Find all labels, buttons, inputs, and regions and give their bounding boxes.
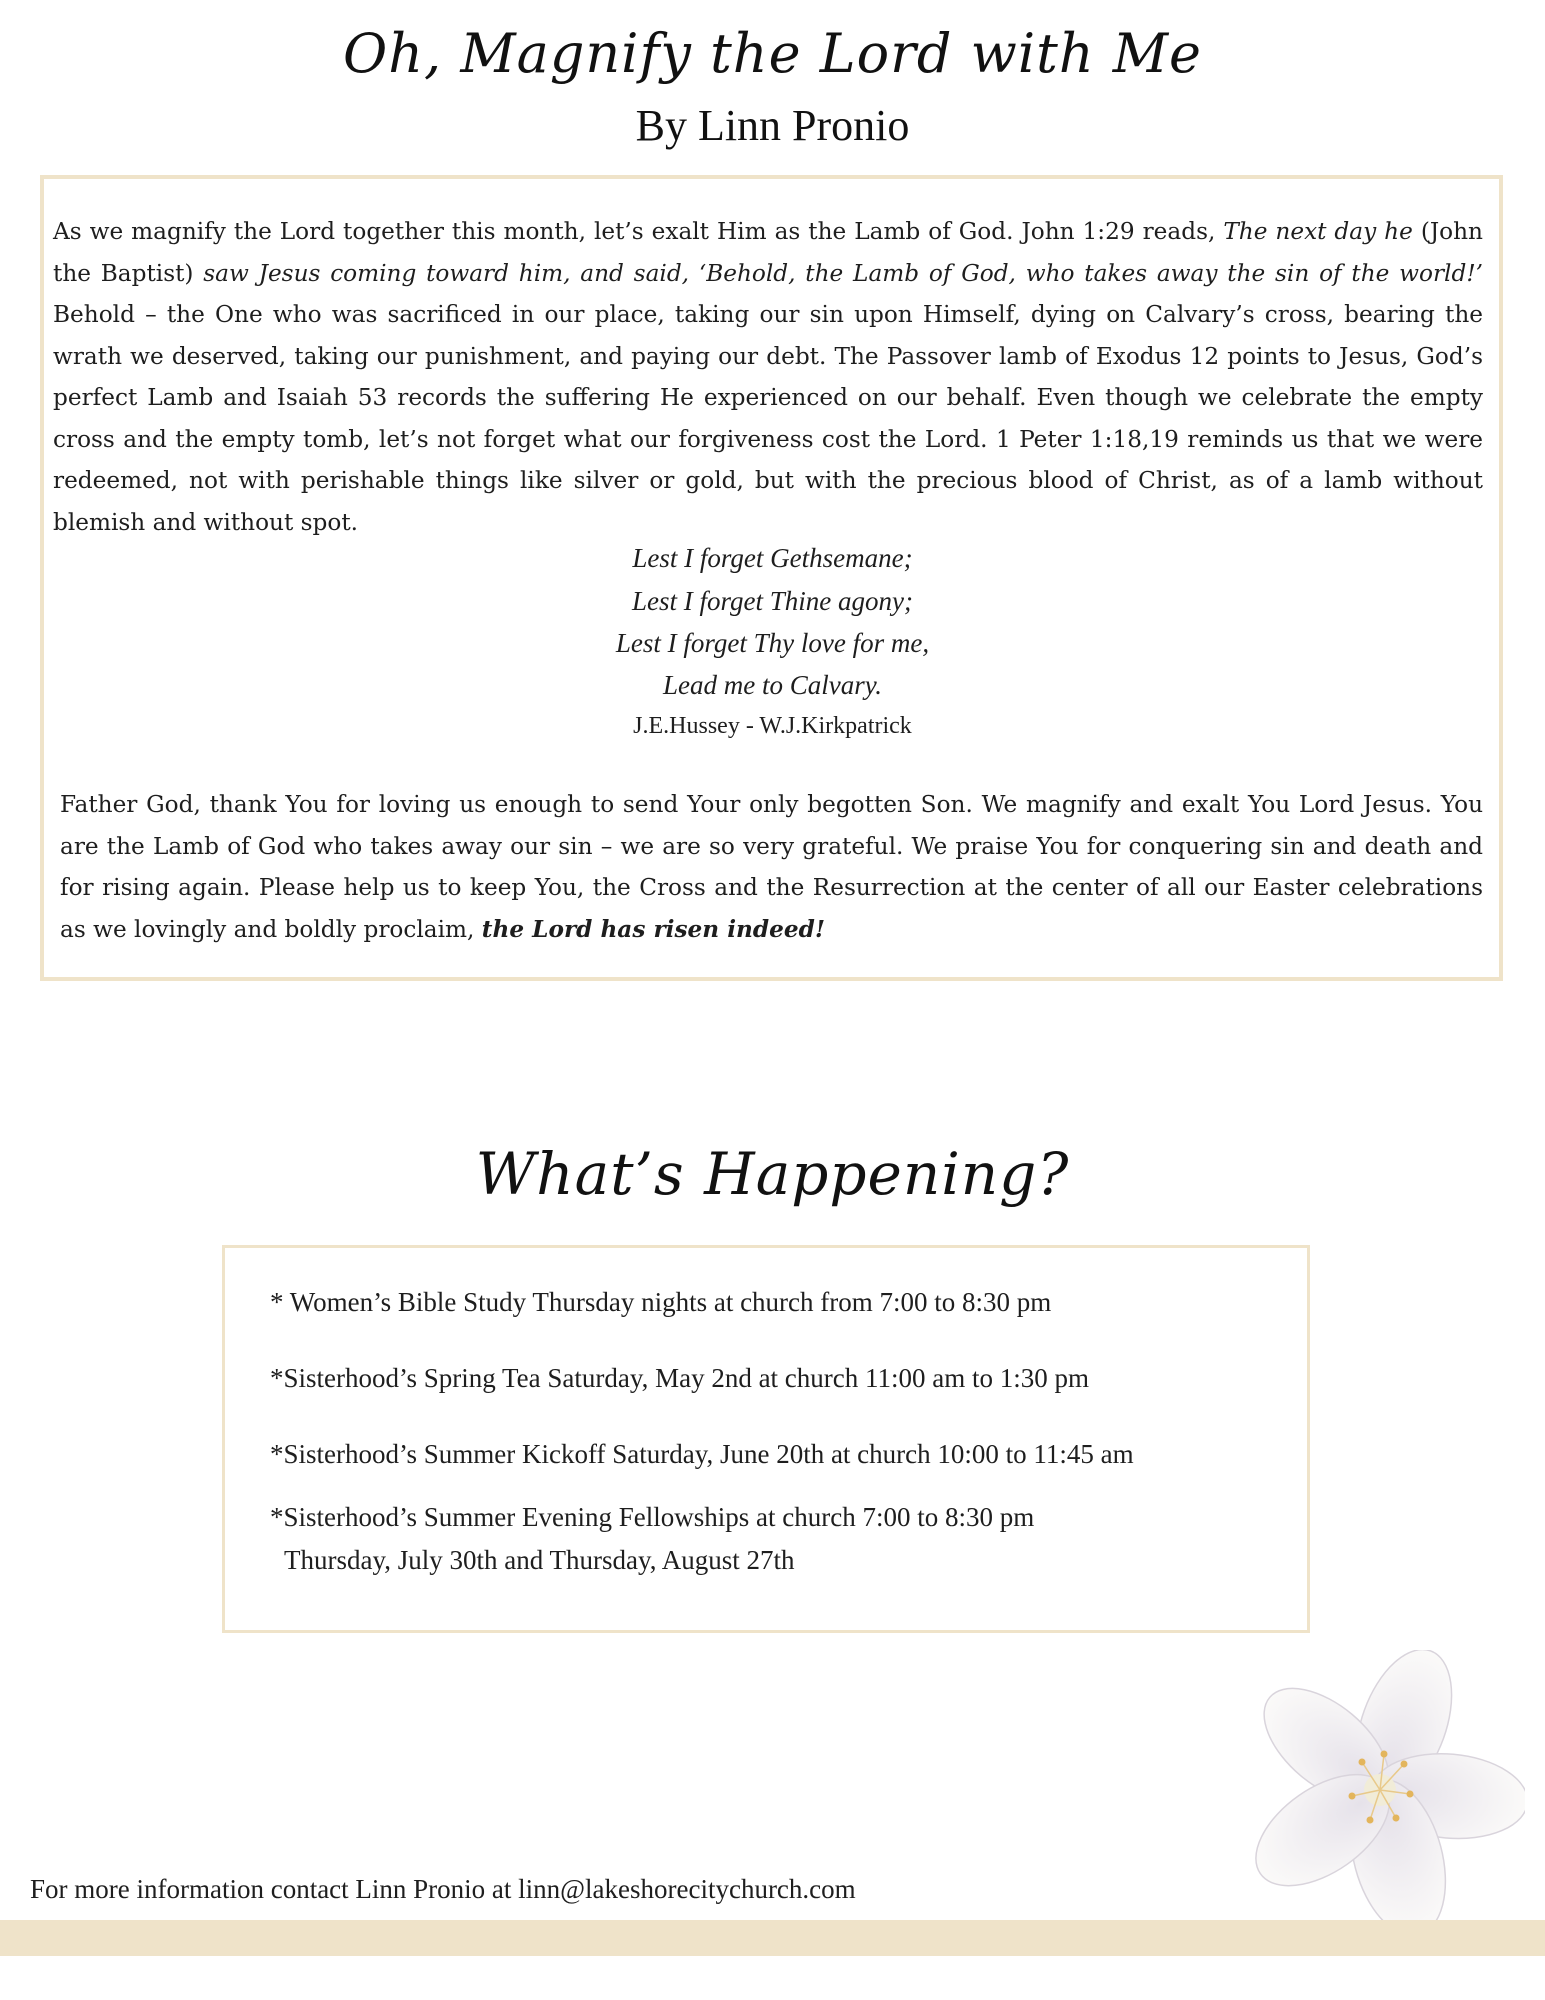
- p1-text-d: saw Jesus coming toward him, and said, ‘Behold, the Lamb of God, who takes away the sin of the world!’: [203, 259, 1484, 287]
- p1-text-c: (John the Baptist): [53, 218, 1483, 287]
- event-item-continued: Thursday, July 30th and Thursday, August 27th: [284, 1545, 795, 1575]
- poem-line-2: Lest I forget Thine agony;: [632, 586, 913, 616]
- poem-line-1: Lest I forget Gethsemane;: [632, 543, 913, 573]
- p1-text-a: As we magnify the Lord together this month, let’s exalt Him as the Lamb of God. John 1:29 reads,: [53, 218, 1224, 245]
- p2-text-a: Father God, thank You for loving us enough to send Your only begotten Son. We magnify and exalt You Lord Jesus. You are the Lamb of God who takes away our sin – we are so very grateful. We praise You for conquering sin and death and for rising again. Please help us to keep You, the Cross and the Resurrection at the center of all our Easter celebrations as we lovingly and boldly proclaim,: [60, 791, 1483, 943]
- event-item: *Sisterhood’s Spring Tea Saturday, May 2nd at church 11:00 am to 1:30 pm: [270, 1363, 1090, 1393]
- event-item: * Women’s Bible Study Thursday nights at church from 7:00 to 8:30 pm: [270, 1287, 1052, 1317]
- p1-text-e: Behold – the One who was sacrificed in our place, taking our sin upon Himself, dying on Calvary’s cross, bearing the wrath we deserved, taking our punishment, and paying our debt. The Passover lamb of Exodus 12 points to Jesus, God’s perfect Lamb and Isaiah 53 records the suffering He experienced on our behalf. Even though we celebrate the empty cross and the empty tomb, let’s not forget what our forgiveness cost the Lord. 1 Peter 1:18,19 reminds us that we were redeemed, not with perishable things like silver or gold, but with the precious blood of Christ, as of a lamb without blemish and without spot.: [53, 301, 1483, 536]
- page-title: Oh, Magnify the Lord with Me: [342, 22, 1203, 85]
- event-item: *Sisterhood’s Summer Evening Fellowships at church 7:00 to 8:30 pm: [270, 1502, 1035, 1532]
- p1-text-b: The next day he: [1223, 218, 1413, 245]
- p2-text-b: the Lord has risen indeed!: [481, 915, 825, 943]
- poem-line-3: Lest I forget Thy love for me,: [615, 628, 930, 658]
- devotional-paragraph-1: [53, 211, 1483, 543]
- poem-line-4: Lead me to Calvary.: [663, 670, 882, 700]
- events-heading: What’s Happening?: [475, 1140, 1070, 1208]
- devotional-paragraph-2: [60, 784, 1483, 950]
- poem-attribution: J.E.Hussey - W.J.Kirkpatrick: [633, 713, 912, 739]
- contact-line: For more information contact Linn Pronio at linn@lakeshorecitychurch.com: [30, 1874, 856, 1904]
- footer-bar: [0, 1920, 1545, 1956]
- event-item: *Sisterhood’s Summer Kickoff Saturday, June 20th at church 10:00 to 11:45 am: [270, 1439, 1134, 1469]
- white-lily-flower-icon: [1225, 1650, 1525, 1930]
- author-byline: By Linn Pronio: [635, 101, 910, 150]
